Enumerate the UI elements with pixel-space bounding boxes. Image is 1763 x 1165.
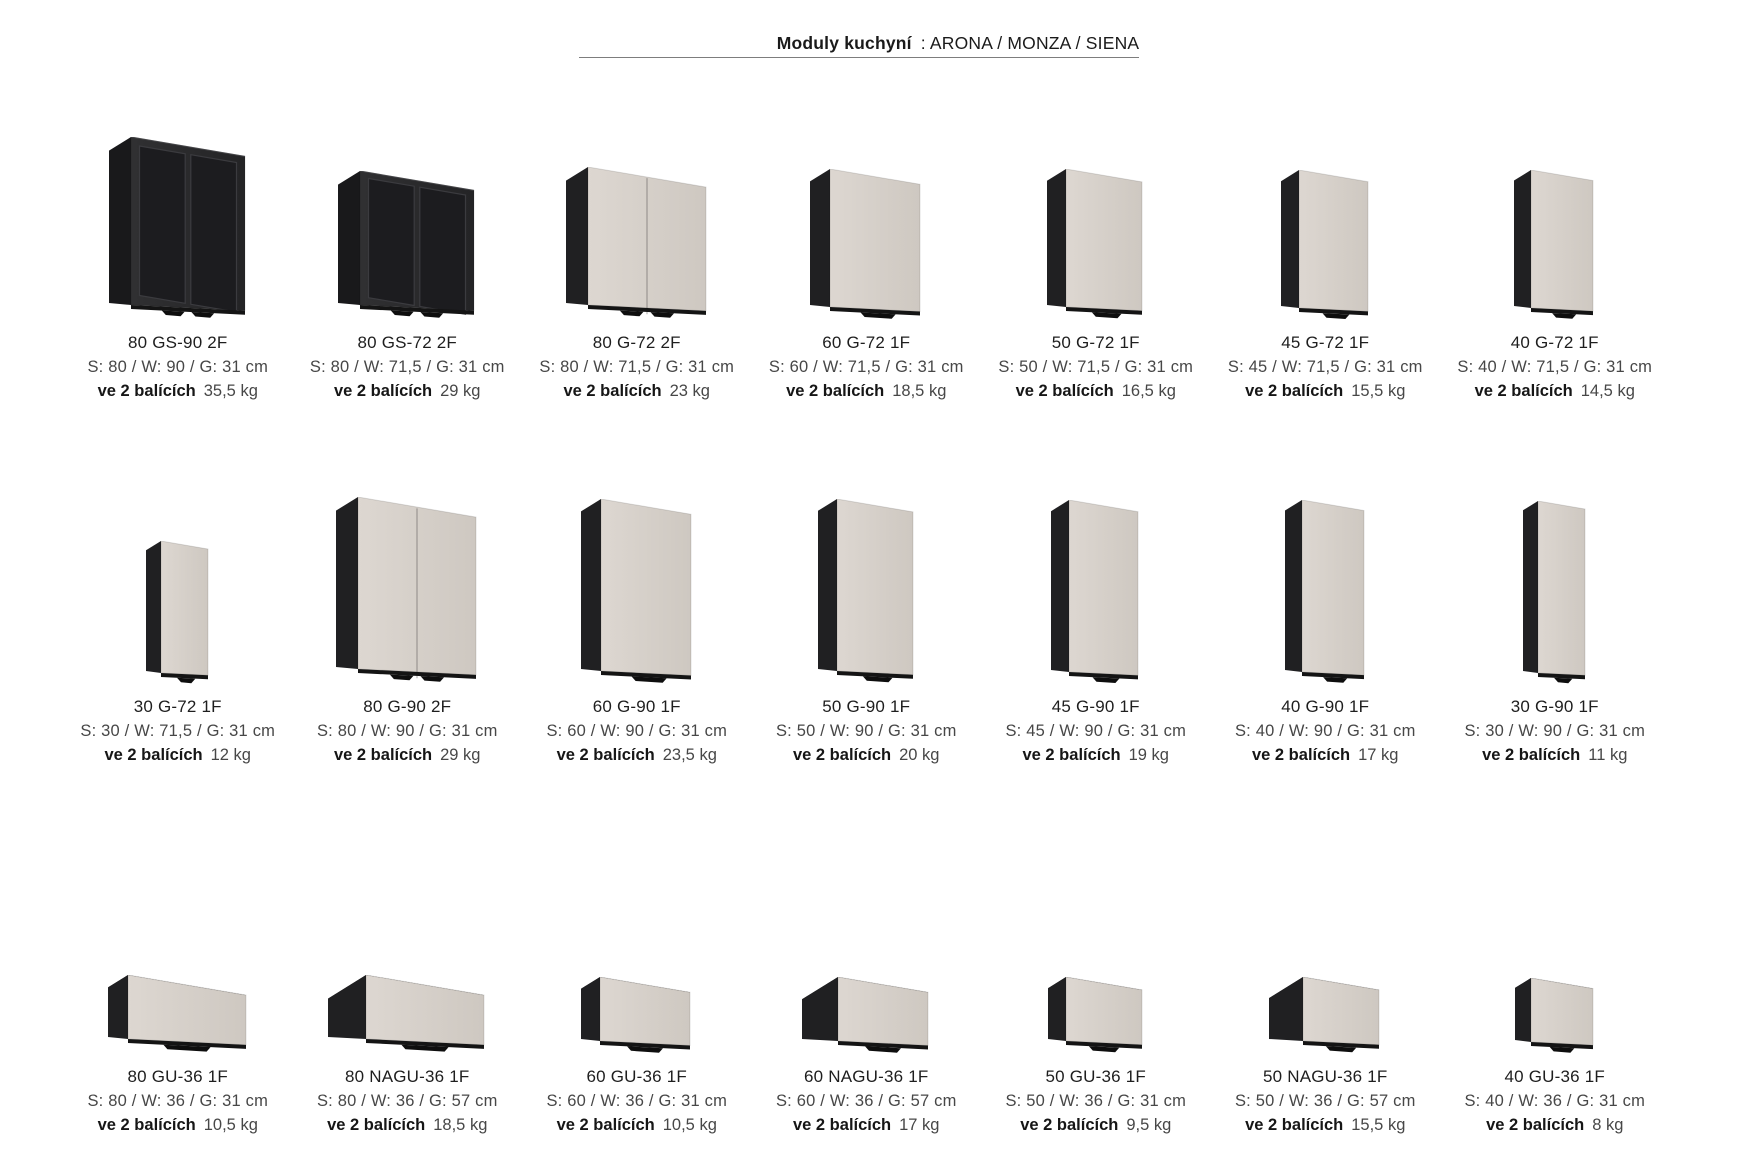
cabinet-figure — [981, 108, 1211, 324]
pack-count-label: ve 2 balících — [1015, 382, 1114, 400]
pack-count-label: ve 2 balících — [97, 1116, 196, 1134]
product-packaging — [1486, 1114, 1623, 1136]
cabinet-illustration — [566, 167, 708, 324]
product-packaging — [1252, 744, 1399, 766]
cabinet-figure — [522, 108, 752, 324]
pack-weight: 18,5 kg — [892, 382, 947, 400]
product-dimensions: S: 45 / W: 71,5 / G: 31 cm — [1227, 358, 1423, 376]
product-dimensions: S: 80 / W: 36 / G: 31 cm — [87, 1092, 269, 1110]
pack-count-label: ve 2 balících — [333, 746, 433, 764]
pack-weight: 16,5 kg — [1121, 382, 1176, 400]
product-card — [752, 956, 982, 1136]
product-dimensions: S: 60 / W: 36 / G: 57 cm — [775, 1092, 957, 1110]
product-name: 80 GS-90 2F — [127, 333, 228, 352]
product-dimensions: S: 50 / W: 71,5 / G: 31 cm — [998, 358, 1194, 376]
cabinet-illustration — [1515, 978, 1595, 1058]
product-name: 50 NAGU-36 1F — [1263, 1067, 1388, 1086]
cabinet-figure — [981, 472, 1211, 688]
product-packaging — [557, 1114, 717, 1136]
product-row-2 — [63, 472, 1670, 766]
product-card — [1440, 108, 1670, 402]
product-packaging — [1482, 744, 1627, 766]
product-dimensions: S: 60 / W: 71,5 / G: 31 cm — [768, 358, 964, 376]
pack-weight: 29 kg — [440, 746, 481, 764]
product-packaging — [1020, 1114, 1171, 1136]
product-packaging — [334, 744, 481, 766]
cabinet-illustration — [328, 975, 486, 1058]
product-packaging — [104, 744, 251, 766]
pack-count-label: ve 2 balících — [1486, 1116, 1585, 1134]
product-packaging — [98, 1114, 258, 1136]
cabinet-illustration — [1514, 170, 1595, 324]
pack-count-label: ve 2 balících — [104, 746, 203, 764]
cabinet-figure — [293, 108, 523, 324]
cabinet-figure — [522, 956, 752, 1058]
pack-weight: 18,5 kg — [433, 1116, 488, 1134]
pack-weight: 19 kg — [1128, 746, 1169, 764]
cabinet-illustration — [1047, 169, 1144, 324]
product-name: 50 GU-36 1F — [1045, 1067, 1146, 1086]
product-name: 60 NAGU-36 1F — [804, 1067, 929, 1086]
page-title-label: Moduly kuchyní — [776, 33, 912, 53]
pack-weight: 12 kg — [210, 746, 251, 764]
product-name: 40 G-72 1F — [1510, 333, 1599, 352]
cabinet-illustration — [1048, 977, 1144, 1058]
cabinet-figure — [1211, 956, 1441, 1058]
product-name: 30 G-90 1F — [1510, 697, 1599, 716]
cabinet-illustration — [336, 497, 478, 688]
product-card — [981, 108, 1211, 402]
product-dimensions: S: 30 / W: 90 / G: 31 cm — [1464, 722, 1646, 740]
product-packaging — [1245, 1114, 1405, 1136]
pack-weight: 8 kg — [1592, 1116, 1624, 1134]
product-packaging — [786, 380, 946, 402]
product-packaging — [334, 380, 481, 402]
product-card — [63, 108, 293, 402]
pack-weight: 23 kg — [669, 382, 710, 400]
cabinet-figure — [1440, 956, 1670, 1058]
product-dimensions: S: 80 / W: 71,5 / G: 31 cm — [309, 358, 505, 376]
cabinet-figure — [1211, 108, 1441, 324]
product-card — [1211, 956, 1441, 1136]
product-name: 50 G-72 1F — [1051, 333, 1140, 352]
product-name: 40 GU-36 1F — [1504, 1067, 1605, 1086]
product-name: 80 NAGU-36 1F — [345, 1067, 470, 1086]
product-card — [1440, 956, 1670, 1136]
cabinet-figure — [1440, 472, 1670, 688]
product-name: 60 G-72 1F — [822, 333, 911, 352]
product-packaging — [793, 744, 940, 766]
cabinet-illustration — [581, 499, 693, 689]
pack-weight: 10,5 kg — [662, 1116, 717, 1134]
pack-weight: 20 kg — [899, 746, 940, 764]
product-card — [63, 956, 293, 1136]
cabinet-illustration — [1051, 500, 1140, 688]
product-dimensions: S: 30 / W: 71,5 / G: 31 cm — [80, 722, 276, 740]
cabinet-illustration — [1523, 501, 1587, 688]
product-dimensions: S: 60 / W: 90 / G: 31 cm — [546, 722, 728, 740]
product-card — [522, 108, 752, 402]
pack-count-label: ve 2 balících — [333, 382, 433, 400]
product-name: 45 G-90 1F — [1051, 697, 1140, 716]
product-dimensions: S: 50 / W: 90 / G: 31 cm — [775, 722, 957, 740]
cabinet-figure — [522, 472, 752, 688]
pack-count-label: ve 2 balících — [556, 1116, 655, 1134]
product-dimensions: S: 50 / W: 36 / G: 31 cm — [1005, 1092, 1187, 1110]
product-card — [293, 108, 523, 402]
pack-count-label: ve 2 balících — [792, 1116, 892, 1134]
cabinet-illustration — [338, 171, 476, 324]
pack-count-label: ve 2 balících — [786, 382, 885, 400]
product-card — [752, 472, 982, 766]
pack-count-label: ve 2 balících — [792, 746, 892, 764]
product-dimensions: S: 80 / W: 90 / G: 31 cm — [87, 358, 269, 376]
pack-count-label: ve 2 balících — [327, 1116, 426, 1134]
product-packaging — [1245, 380, 1405, 402]
pack-count-label: ve 2 balících — [1474, 382, 1573, 400]
product-dimensions: S: 40 / W: 90 / G: 31 cm — [1234, 722, 1416, 740]
cabinet-figure — [293, 472, 523, 688]
cabinet-illustration — [1281, 170, 1370, 324]
product-name: 80 G-72 2F — [592, 333, 681, 352]
pack-count-label: ve 2 balících — [1251, 746, 1351, 764]
product-dimensions: S: 80 / W: 36 / G: 57 cm — [316, 1092, 498, 1110]
product-dimensions: S: 40 / W: 36 / G: 31 cm — [1464, 1092, 1646, 1110]
pack-weight: 29 kg — [440, 382, 481, 400]
product-card — [1440, 472, 1670, 766]
cabinet-illustration — [146, 541, 210, 688]
page-title — [777, 33, 1140, 54]
pack-weight: 23,5 kg — [662, 746, 717, 764]
product-card — [1211, 108, 1441, 402]
pack-count-label: ve 2 balících — [97, 382, 196, 400]
product-card — [981, 956, 1211, 1136]
cabinet-illustration — [581, 977, 692, 1059]
product-row-3 — [63, 956, 1670, 1136]
product-packaging — [1016, 380, 1176, 402]
pack-weight: 9,5 kg — [1126, 1116, 1172, 1134]
product-card — [522, 472, 752, 766]
product-packaging — [327, 1114, 487, 1136]
product-name: 45 G-72 1F — [1281, 333, 1370, 352]
product-card — [1211, 472, 1441, 766]
product-card — [293, 472, 523, 766]
cabinet-illustration — [802, 977, 930, 1059]
pack-count-label: ve 2 balících — [1482, 746, 1581, 764]
cabinet-figure — [63, 108, 293, 324]
product-packaging — [563, 380, 710, 402]
product-packaging — [1022, 744, 1169, 766]
product-card — [752, 108, 982, 402]
pack-weight: 11 kg — [1588, 746, 1628, 764]
product-dimensions: S: 80 / W: 71,5 / G: 31 cm — [539, 358, 735, 376]
product-dimensions: S: 60 / W: 36 / G: 31 cm — [546, 1092, 728, 1110]
product-name: 60 G-90 1F — [592, 697, 681, 716]
pack-weight: 17 kg — [899, 1116, 940, 1134]
product-name: 50 G-90 1F — [822, 697, 911, 716]
product-name: 80 GU-36 1F — [127, 1067, 228, 1086]
pack-count-label: ve 2 balících — [563, 382, 662, 400]
product-card — [293, 956, 523, 1136]
product-name: 40 G-90 1F — [1281, 697, 1370, 716]
product-packaging — [793, 1114, 940, 1136]
cabinet-illustration — [818, 499, 915, 688]
cabinet-figure — [63, 956, 293, 1058]
product-dimensions: S: 80 / W: 90 / G: 31 cm — [316, 722, 498, 740]
cabinet-illustration — [810, 169, 922, 325]
cabinet-illustration — [109, 137, 247, 324]
pack-weight: 15,5 kg — [1351, 382, 1406, 400]
product-dimensions: S: 40 / W: 71,5 / G: 31 cm — [1457, 358, 1653, 376]
pack-count-label: ve 2 balících — [556, 746, 655, 764]
pack-count-label: ve 2 balících — [1245, 382, 1344, 400]
pack-weight: 10,5 kg — [203, 1116, 258, 1134]
cabinet-figure — [293, 956, 523, 1058]
cabinet-figure — [752, 472, 982, 688]
product-packaging — [1475, 380, 1635, 402]
cabinet-illustration — [108, 975, 248, 1058]
cabinet-figure — [1211, 472, 1441, 688]
product-dimensions: S: 45 / W: 90 / G: 31 cm — [1005, 722, 1187, 740]
cabinet-figure — [1440, 108, 1670, 324]
title-underline — [579, 57, 1139, 58]
pack-weight: 35,5 kg — [203, 382, 258, 400]
cabinet-figure — [752, 108, 982, 324]
cabinet-figure — [63, 472, 293, 688]
product-name: 80 GS-72 2F — [357, 333, 458, 352]
pack-count-label: ve 2 balících — [1245, 1116, 1344, 1134]
pack-weight: 14,5 kg — [1580, 382, 1635, 400]
cabinet-illustration — [1285, 500, 1366, 688]
product-dimensions: S: 50 / W: 36 / G: 57 cm — [1234, 1092, 1416, 1110]
cabinet-illustration — [1269, 977, 1381, 1058]
product-card — [522, 956, 752, 1136]
product-card — [63, 472, 293, 766]
pack-weight: 17 kg — [1358, 746, 1399, 764]
product-card — [981, 472, 1211, 766]
pack-count-label: ve 2 balících — [1020, 1116, 1119, 1134]
pack-weight: 15,5 kg — [1351, 1116, 1406, 1134]
cabinet-figure — [981, 956, 1211, 1058]
product-name: 80 G-90 2F — [363, 697, 452, 716]
page-header — [0, 0, 1763, 62]
product-name: 30 G-72 1F — [133, 697, 222, 716]
pack-count-label: ve 2 balících — [1022, 746, 1121, 764]
product-name: 60 GU-36 1F — [586, 1067, 687, 1086]
cabinet-figure — [752, 956, 982, 1058]
product-row-1 — [63, 108, 1670, 402]
page-title-collections: : ARONA / MONZA / SIENA — [920, 33, 1140, 53]
product-packaging — [557, 744, 717, 766]
product-packaging — [98, 380, 258, 402]
